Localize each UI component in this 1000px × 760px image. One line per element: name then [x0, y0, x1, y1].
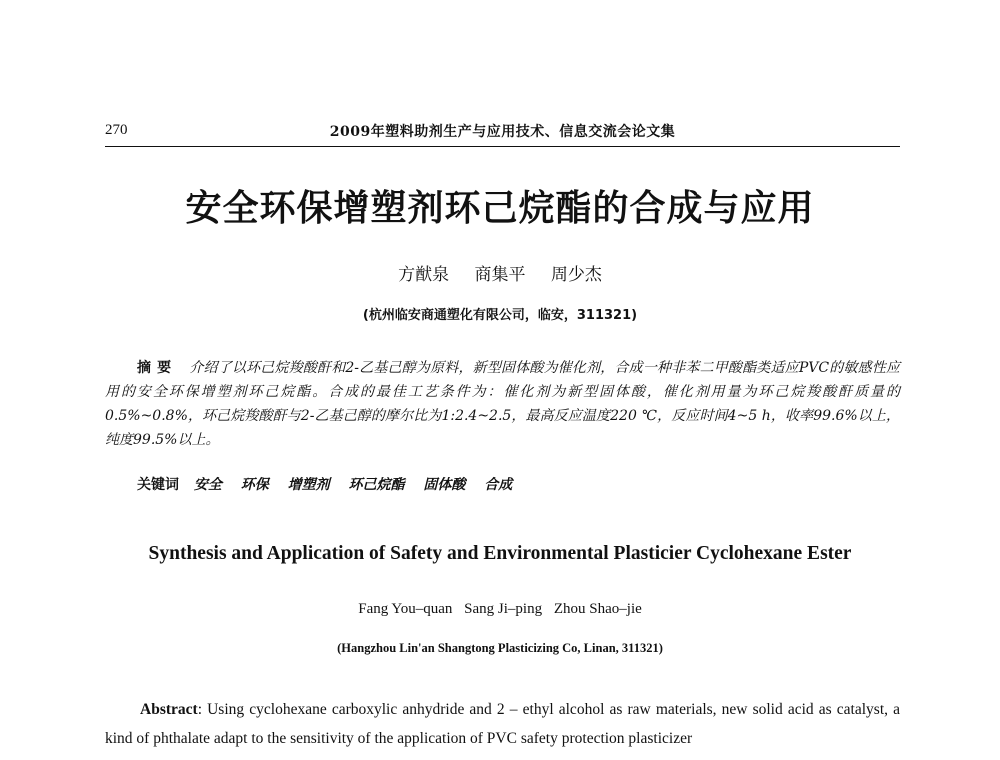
author-en: Fang You–quan: [358, 601, 453, 617]
keyword: 安全: [193, 477, 222, 493]
running-head: 2009年塑料助剂生产与应用技术、信息交流会论文集: [329, 124, 676, 140]
abstract-en: [105, 695, 900, 753]
title-zh: 安全环保增塑剂环己烷酯的合成与应用: [185, 187, 815, 229]
abstract-zh-text: 介绍了以环己烷羧酸酐和2-乙基己醇为原料，新型固体酸为催化剂，合成一种非苯二甲酸酯类适应PVC的敏感性应用的安全环保增塑剂环己烷酯。合成的最佳工艺条件为：催化剂为新型固体酸，催化剂用量为环己烷羧酸酐质量的0.5%~0.8%，环己烷羧酸酐与2-乙基己醇的摩尔比为1:2.4~2.5，最高反应温度220 ℃，反应时间4~5 h，收率99.6%以上，纯度99.5%以上。: [105, 360, 900, 448]
keywords-zh-label: 关键词: [137, 477, 179, 493]
abstract-zh-label: 摘要: [137, 360, 178, 376]
page-header: [105, 120, 900, 144]
author-en: Sang Ji–ping: [464, 601, 543, 617]
keyword: 固体酸: [423, 477, 466, 493]
abstract-en-text: Using cyclohexane carboxylic anhydride and 2 – ethyl alcohol as raw materials, new solid acid as catalyst, a kind of phthalate adapt to the sensitivity of the application of PVC safety protection plasticizer: [105, 701, 900, 747]
title-en: Synthesis and Application of Safety and Environmental Plasticier Cyclohexane Ester: [148, 543, 852, 564]
keyword: 环己烷酯: [348, 477, 405, 493]
affiliation-en: (Hangzhou Lin'an Shangtong Plasticizing Co, Linan, 311321): [337, 641, 663, 655]
keyword: 合成: [484, 477, 513, 493]
author-zh: 商集平: [474, 265, 526, 285]
abstract-en-colon: :: [197, 701, 208, 718]
keyword: 增塑剂: [287, 477, 330, 493]
page-number: 270: [105, 122, 128, 138]
author-zh: 周少杰: [550, 265, 602, 285]
author-en: Zhou Shao–jie: [553, 601, 642, 617]
abstract-en-label: Abstract: [140, 701, 198, 718]
header-rule: [105, 146, 900, 147]
abstract-zh: [105, 356, 900, 452]
keywords-zh: [137, 474, 526, 494]
keyword: 环保: [240, 477, 269, 493]
author-zh: 方猷泉: [398, 265, 450, 285]
affiliation-zh: (杭州临安商通塑化有限公司，临安，311321): [362, 308, 638, 323]
authors-en: [0, 601, 1000, 618]
authors-zh: [0, 260, 1000, 285]
